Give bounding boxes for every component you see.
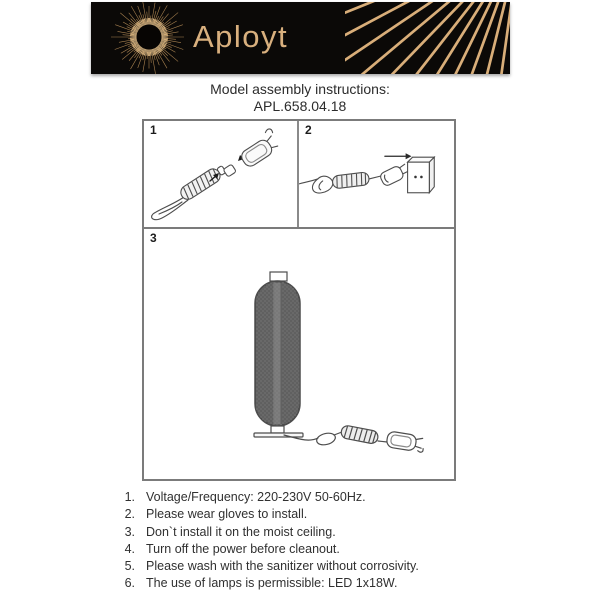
- item-number: 6.: [124, 576, 135, 591]
- item-text: Don`t install it on the moist ceiling.: [146, 524, 336, 539]
- instruction-item: [117, 558, 517, 575]
- assembled-lamp-illustration: [144, 229, 454, 481]
- instruction-item: [117, 575, 517, 592]
- assembly-diagram: [142, 119, 456, 481]
- item-text: Please wear gloves to install.: [146, 507, 308, 522]
- panel-2-label: 2: [305, 123, 312, 137]
- item-number: 3.: [124, 524, 135, 539]
- instruction-item: [117, 524, 517, 541]
- instructions-list: [117, 489, 517, 593]
- item-text: Turn off the power before cleanout.: [146, 541, 340, 556]
- page-title: Model assembly instructions:: [210, 81, 390, 97]
- model-number: APL.658.04.18: [253, 98, 347, 114]
- item-number: 2.: [124, 507, 135, 522]
- plug-into-socket-illustration: [299, 121, 454, 227]
- cord-adapter-connect-illustration: [144, 121, 297, 227]
- item-text: The use of lamps is permissible: LED 1x18W.: [146, 576, 398, 591]
- brand-logotype: Aployt: [193, 19, 289, 54]
- item-number: 5.: [124, 559, 135, 574]
- instruction-item: [117, 489, 517, 506]
- title-block: [0, 81, 600, 115]
- instruction-item: [117, 541, 517, 558]
- rays-decoration-icon: [345, 2, 510, 74]
- item-text: Voltage/Frequency: 220-230V 50-60Hz.: [146, 490, 366, 504]
- brand-header-bar: [91, 2, 510, 74]
- starburst-logo-icon: [107, 2, 191, 74]
- item-number: 1.: [124, 490, 135, 504]
- item-number: 4.: [124, 541, 135, 556]
- item-text: Please wash with the sanitizer without corrosivity.: [146, 559, 419, 574]
- diagram-panel-1: [144, 121, 299, 227]
- panel-1-label: 1: [150, 123, 157, 137]
- diagram-panel-2: [299, 121, 454, 227]
- panel-3-label: 3: [150, 231, 157, 245]
- diagram-panel-3: [144, 229, 454, 481]
- instruction-item: [117, 506, 517, 523]
